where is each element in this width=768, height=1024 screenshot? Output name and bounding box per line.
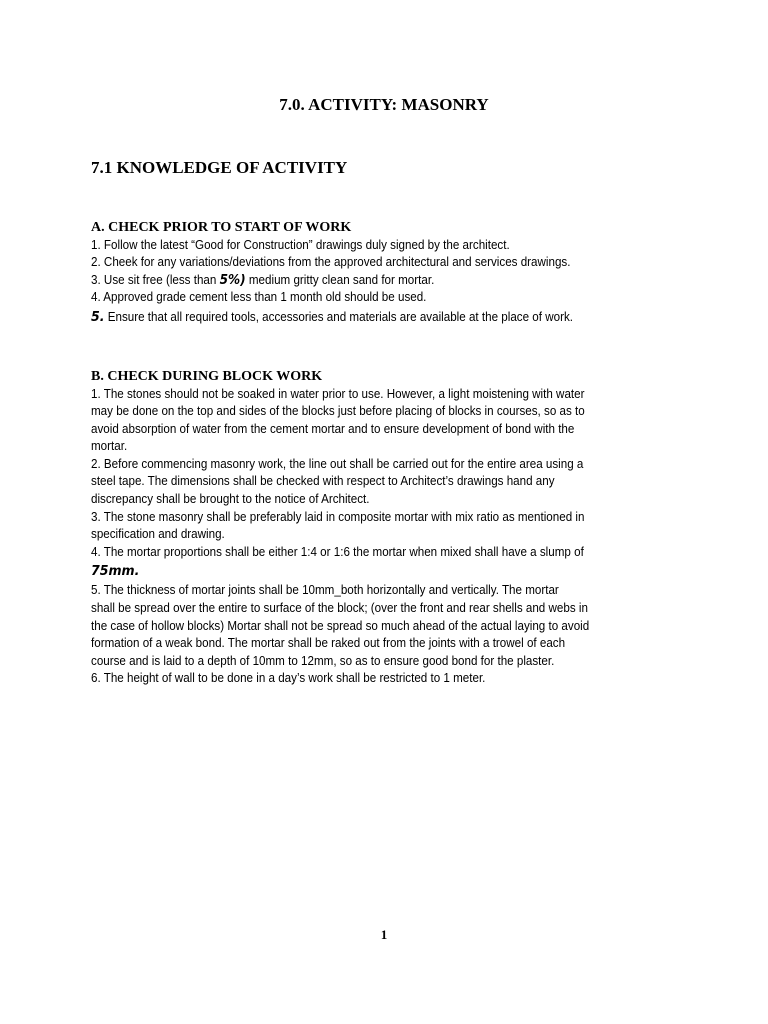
section-check-during xyxy=(91,368,691,688)
paragraph-line: the case of hollow blocks) Mortar shall not be spread so much ahead of the actual laying to avoid xyxy=(91,618,590,633)
paragraph-line: 3. The stone masonry shall be preferably laid in composite mortar with mix ratio as mentioned in xyxy=(91,509,585,524)
paragraph-line: steel tape. The dimensions shall be checked with respect to Architect’s drawings hand any xyxy=(91,474,555,489)
paragraph-line: mortar. xyxy=(91,439,128,454)
list-item xyxy=(91,272,686,290)
paragraph-line: 5. The thickness of mortar joints shall be 10mm_both horizontally and vertically. The mortar xyxy=(91,583,559,598)
paragraph-line: formation of a weak bond. The mortar shall be raked out from the joints with a trowel of each xyxy=(91,636,566,651)
section-b-heading: B. CHECK DURING BLOCK WORK xyxy=(91,369,323,384)
section-b-body xyxy=(91,386,686,689)
section-a-body xyxy=(91,237,686,328)
section-a-heading: A. CHECK PRIOR TO START OF WORK xyxy=(91,220,352,235)
paragraph-line: 4. The mortar proportions shall be either 1:4 or 1:6 the mortar when mixed shall have a slump of xyxy=(91,544,584,559)
list-item-text: Ensure that all required tools, accessories and materials are available at the place of work. xyxy=(104,309,574,324)
emphasis-text: 5%) xyxy=(219,272,246,288)
paragraph-line: course and is laid to a depth of 10mm to 12mm, so as to ensure good bond for the plaster. xyxy=(91,653,555,668)
paragraph-line: 2. Before commencing masonry work, the line out shall be carried out for the entire area using a xyxy=(91,456,584,471)
list-item: 2. Cheek for any variations/deviations from the approved architectural and services drawings. xyxy=(91,255,571,270)
emphasis-number: 5. xyxy=(91,308,105,325)
list-item xyxy=(91,307,686,328)
list-item: 1. Follow the latest “Good for Construction” drawings duly signed by the architect. xyxy=(91,237,510,252)
list-item: 4. Approved grade cement less than 1 month old should be used. xyxy=(91,290,427,305)
paragraph-line: shall be spread over the entire to surface of the block; (over the front and rear shells and webs in xyxy=(91,601,588,616)
paragraph-line xyxy=(91,561,686,582)
paragraph-line: avoid absorption of water from the cement mortar and to ensure development of bond with the xyxy=(91,421,575,436)
list-item-text: medium gritty clean sand for mortar. xyxy=(245,272,435,287)
page-number: 1 xyxy=(380,927,388,942)
list-item-text: 3. Use sit free (less than xyxy=(91,272,220,287)
page-title: 7.0. ACTIVITY: MASONRY xyxy=(279,95,489,114)
paragraph-line: 6. The height of wall to be done in a day’s work shall be restricted to 1 meter. xyxy=(91,671,486,686)
section-check-prior xyxy=(91,219,691,328)
paragraph-line: discrepancy shall be brought to the notice of Architect. xyxy=(91,492,370,507)
section-heading-knowledge: 7.1 KNOWLEDGE OF ACTIVITY xyxy=(91,158,348,177)
paragraph-line: may be done on the top and sides of the blocks just before placing of blocks in courses, so as to xyxy=(91,404,585,419)
paragraph-line: 1. The stones should not be soaked in water prior to use. However, a light moistening with water xyxy=(91,386,585,401)
paragraph-line: specification and drawing. xyxy=(91,527,225,542)
emphasis-text: 75mm. xyxy=(91,563,140,580)
